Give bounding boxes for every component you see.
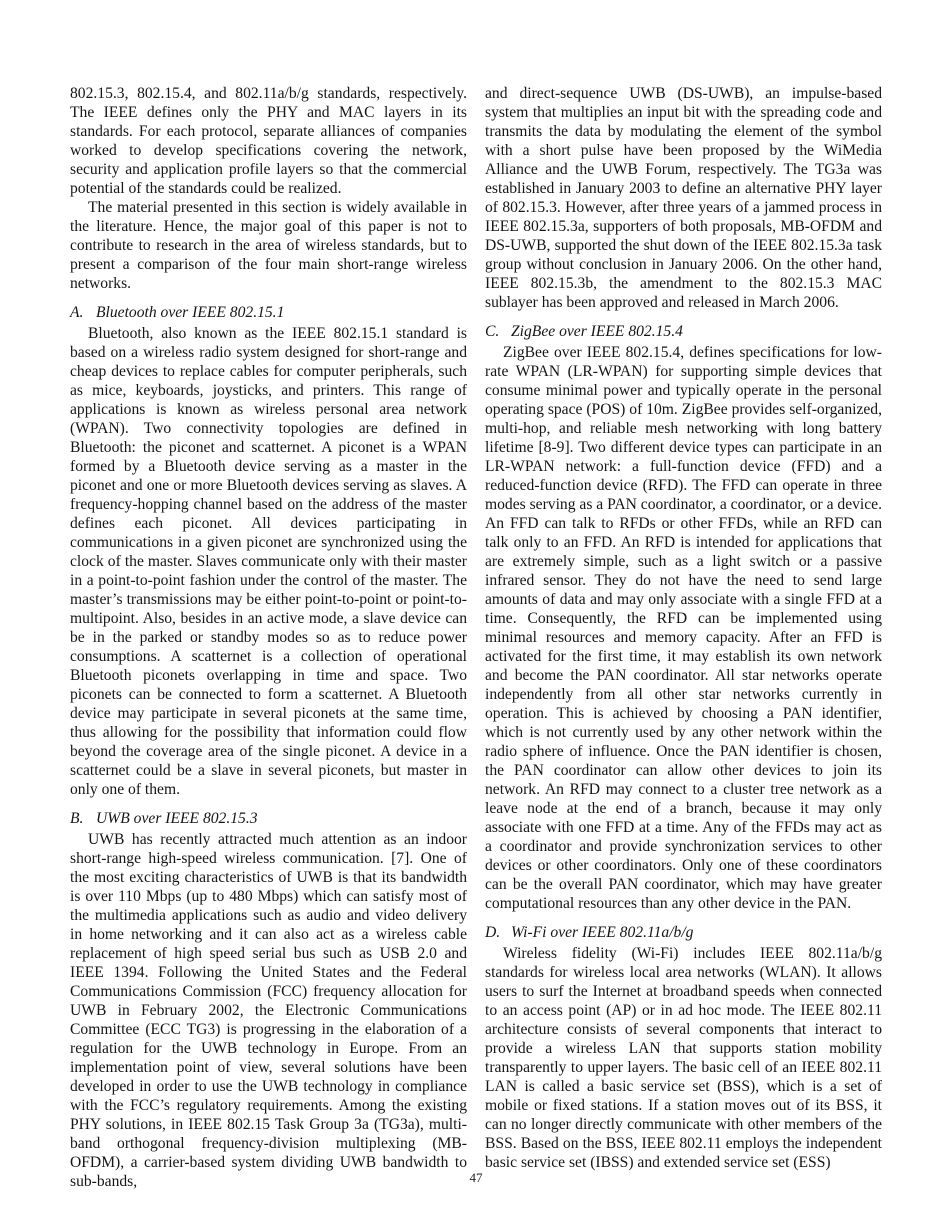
section-a-paragraph: Bluetooth, also known as the IEEE 802.15.1 standard is based on a wireless radio system designed for short-range and cheap devices to replace cables for computer peripherals, such as mice, keyboards, joysticks, and printers. This range of applications is known as wireless personal area network (WPAN). Two connectivity topologies are defined in Bluetooth: the piconet and scatternet. A piconet is a WPAN formed by a Bluetooth device serving as a master in the piconet and one or more Bluetooth devices serving as slaves. A frequency-hopping channel based on the address of the master defines each piconet. All devices participating in communications in a given piconet are synchronized using the clock of the master. Slaves communicate only with their master in a point-to-point fashion under the control of the master. The master’s transmissions may be either point-to-point or point-to-multipoint. Also, besides in an active mode, a slave device can be in the parked or standby modes so as to reduce power consumptions. A scatternet is a collection of operational Bluetooth piconets overlapping in time and space. Two piconets can be connected to form a scatternet. A Bluetooth device may participate in several piconets at the same time, thus allowing for the possibility that information could flow beyond the coverage area of the single piconet. A device in a scatternet could be a slave in several piconets, but master in only one of them.: [70, 325, 467, 798]
section-label: B.: [70, 810, 84, 827]
intro-paragraph-continued: 802.15.3, 802.15.4, and 802.11a/b/g standards, respectively. The IEEE defines only the PHY and MAC layers in its standards. For each protocol, separate alliances of companies worked to develop specifications covering the network, security and application profile layers so that the commercial potential of the standards could be realized.: [70, 85, 467, 197]
intro-paragraph: The material presented in this section is widely available in the literature. Hence, the major goal of this paper is not to contribute to research in the area of wireless standards, but to present a comparison of the four main short-range wireless networks.: [70, 199, 467, 292]
two-column-layout: [70, 84, 882, 1191]
section-b-paragraph: UWB has recently attracted much attention as an indoor short-range high-speed wireless communication. [7]. One of the most exciting characteristics of UWB is that its bandwidth is over 110 Mbps (up to 480 Mbps) which can satisfy most of the multimedia applications such as audio and video delivery in home networking and it can also act as a wireless cable replacement of high speed serial bus such as USB 2.0 and IEEE 1394. Following the United States and the Federal Communications Commission (FCC) frequency allocation for UWB in February 2002, the Electronic Communications Committee (ECC TG3) is progressing in the elaboration of a regulation for the UWB technology in Europe. From an implementation point of view, several solutions have been developed in order to use the UWB technology in compliance with the FCC’s regulatory requirements. Among the existing PHY solutions, in IEEE 802.15 Task Group 3a (TG3a), multi-band orthogonal frequency-division multiplexing (MB-OFDM), a carrier-based system dividing UWB bandwidth to sub-bands,: [70, 831, 467, 1190]
left-column: [70, 84, 467, 1191]
section-heading-c: [485, 322, 882, 341]
section-label: A.: [70, 304, 84, 321]
section-heading-d: [485, 923, 882, 942]
section-c-paragraph: ZigBee over IEEE 802.15.4, defines specifications for low-rate WPAN (LR-WPAN) for supporting simple devices that consume minimal power and typically operate in the personal operating space (POS) of 10m. ZigBee provides self-organized, multi-hop, and reliable mesh networking with long battery lifetime [8-9]. Two different device types can participate in an LR-WPAN network: a full-function device (FFD) and a reduced-function device (RFD). The FFD can operate in three modes serving as a PAN coordinator, a coordinator, or a device. An FFD can talk to RFDs or other FFDs, while an RFD can talk only to an FFD. An RFD is intended for applications that are extremely simple, such as a light switch or a passive infrared sensor. They do not have the need to send large amounts of data and may only associate with a single FFD at a time. Consequently, the RFD can be implemented using minimal resources and memory capacity. After an FFD is activated for the first time, it may establish its own network and become the PAN coordinator. All star networks operate independently from all other star networks currently in operation. This is achieved by choosing a PAN identifier, which is not currently used by any other network within the radio sphere of influence. Once the PAN identifier is chosen, the PAN coordinator can allow other devices to join its network. An RFD may connect to a cluster tree network as a leave node at the end of a branch, because it may only associate with one FFD at a time. Any of the FFDs may act as a coordinator and provide synchronization services to other devices or other coordinators. Only one of these coordinators can be the overall PAN coordinator, which may have greater computational resources than any other device in the PAN.: [485, 344, 882, 912]
section-heading-a: [70, 303, 467, 322]
section-label: C.: [485, 323, 500, 340]
page-number: 47: [469, 1170, 483, 1185]
section-heading-b: [70, 809, 467, 828]
section-title: Bluetooth over IEEE 802.15.1: [96, 304, 285, 321]
section-title: UWB over IEEE 802.15.3: [96, 810, 258, 827]
section-title: ZigBee over IEEE 802.15.4: [511, 323, 683, 340]
right-column: [485, 84, 882, 1191]
section-d-paragraph: Wireless fidelity (Wi-Fi) includes IEEE 802.11a/b/g standards for wireless local area networks (WLAN). It allows users to surf the Internet at broadband speeds when connected to an access point (AP) or in ad hoc mode. The IEEE 802.11 architecture consists of several components that interact to provide a wireless LAN that supports station mobility transparently to upper layers. The basic cell of an IEEE 802.11 LAN is called a basic service set (BSS), which is a set of mobile or fixed stations. If a station moves out of its BSS, it can no longer directly communicate with other members of the BSS. Based on the BSS, IEEE 802.11 employs the independent basic service set (IBSS) and extended service set (ESS): [485, 945, 882, 1171]
section-b-paragraph-continued: and direct-sequence UWB (DS-UWB), an impulse-based system that multiplies an input bit with the spreading code and transmits the data by modulating the element of the symbol with a short pulse have been proposed by the WiMedia Alliance and the UWB Forum, respectively. The TG3a was established in January 2003 to define an alternative PHY layer of 802.15.3. However, after three years of a jammed process in IEEE 802.15.3a, supporters of both proposals, MB-OFDM and DS-UWB, supported the shut down of the IEEE 802.15.3a task group without conclusion in January 2006. On the other hand, IEEE 802.15.3b, the amendment to the 802.15.3 MAC sublayer has been approved and released in March 2006.: [485, 85, 882, 311]
section-title: Wi-Fi over IEEE 802.11a/b/g: [511, 924, 694, 941]
section-label: D.: [485, 924, 501, 941]
